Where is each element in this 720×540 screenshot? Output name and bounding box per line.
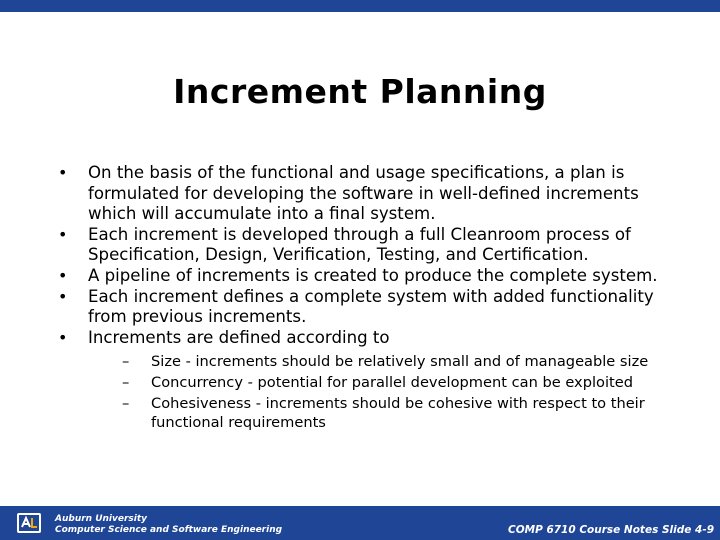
- bullet-text: On the basis of the functional and usage specifications, a plan is formulated for developing the software in well-defined increments which will accumulate into a final system.: [88, 163, 639, 224]
- sub-bullet-text: Size - increments should be relatively small and of manageable size: [151, 353, 649, 371]
- slide-title: Increment Planning: [173, 72, 547, 111]
- bullet-marker: •: [58, 265, 68, 285]
- footer-department: Computer Science and Software Engineering: [55, 525, 283, 535]
- bullet-item: [56, 163, 676, 225]
- bullet-list: [56, 163, 676, 433]
- top-accent-bar: [0, 0, 720, 12]
- sub-bullet-marker: –: [122, 353, 130, 371]
- bullet-marker: •: [58, 163, 68, 182]
- footer-slide-number: COMP 6710 Course Notes Slide 4-9: [508, 524, 714, 536]
- sub-bullet-list: [88, 352, 676, 431]
- footer-institution: [55, 514, 282, 536]
- bullet-item: [56, 266, 676, 287]
- bullet-item: [56, 287, 676, 328]
- bullet-item: [56, 328, 676, 432]
- footer-university: Auburn University: [55, 514, 148, 524]
- sub-bullet-item: [121, 394, 676, 432]
- bullet-text: Each increment defines a complete system with added functionality from previous increments.: [88, 286, 654, 327]
- sub-bullet-text: Concurrency - potential for parallel development can be exploited: [151, 373, 633, 391]
- bullet-item: [56, 225, 676, 266]
- sub-bullet-text: Cohesiveness - increments should be cohesive with respect to their functional requirements: [151, 394, 645, 431]
- bullet-text: A pipeline of increments is created to produce the complete system.: [88, 265, 658, 285]
- bullet-text: Each increment is developed through a full Cleanroom process of Specification, Design, Verification, Testing, and Certification.: [88, 224, 631, 265]
- sub-bullet-item: [121, 352, 676, 371]
- sub-bullet-marker: –: [122, 373, 130, 391]
- university-logo-icon: [16, 510, 42, 536]
- bullet-marker: •: [58, 224, 68, 244]
- sub-bullet-item: [121, 373, 676, 392]
- bullet-text: Increments are defined according to: [88, 327, 390, 347]
- bullet-marker: •: [58, 286, 68, 306]
- sub-bullet-marker: –: [122, 394, 130, 412]
- bullet-marker: •: [58, 327, 68, 347]
